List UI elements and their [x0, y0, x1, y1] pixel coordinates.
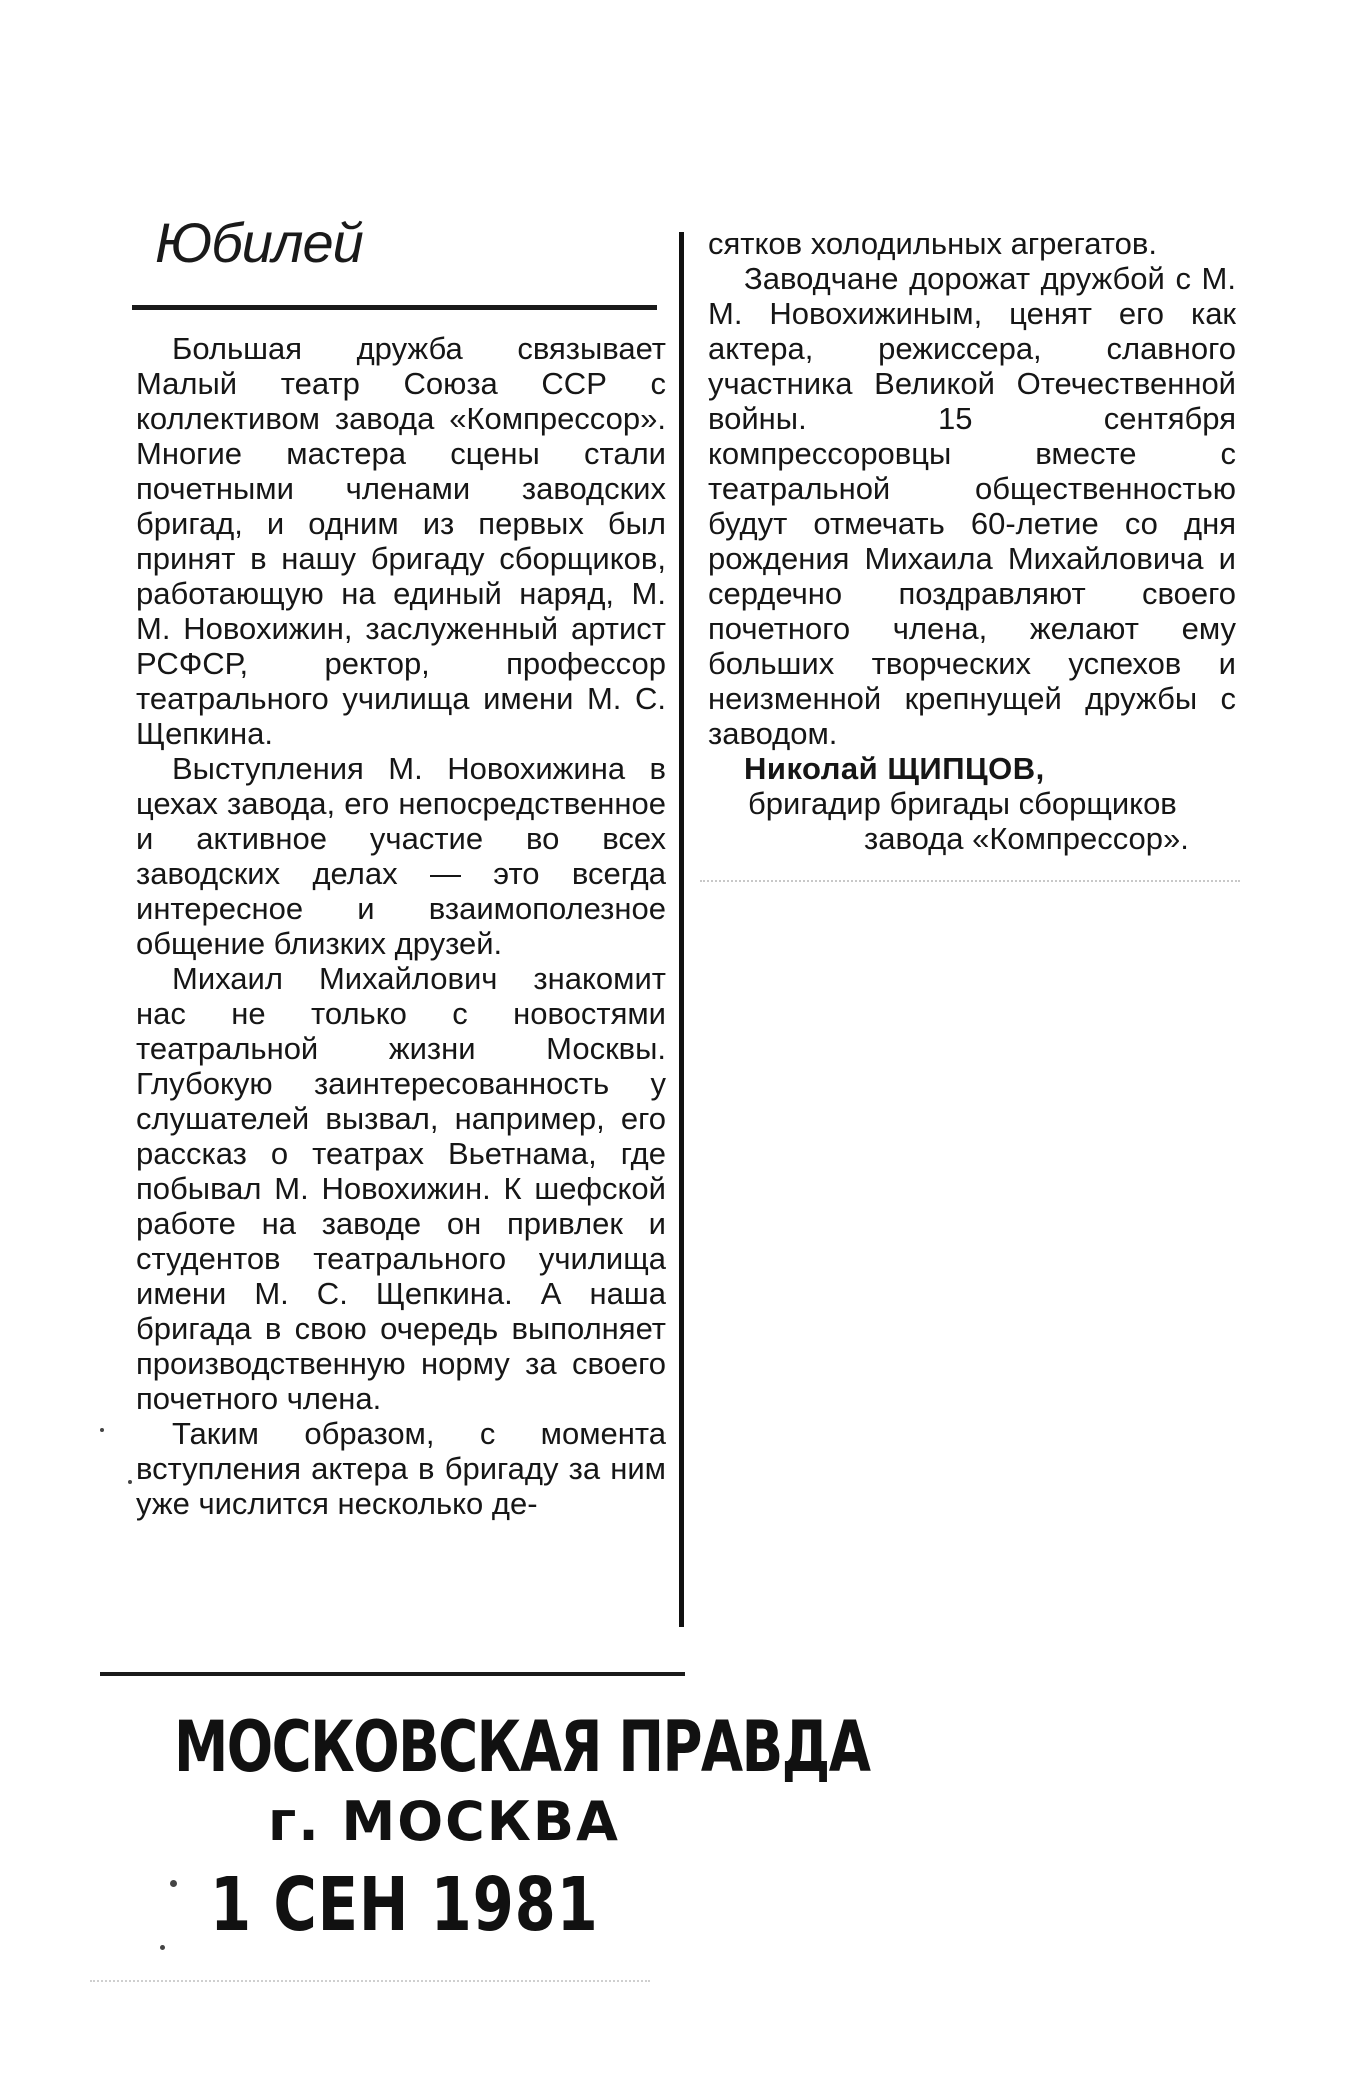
stamp-newspaper-name: МОСКОВСКАЯ ПРАВДА	[174, 1706, 870, 1788]
author-name: Николай ЩИПЦОВ,	[744, 751, 1045, 786]
paragraph-1: Большая дружба связывает Малый театр Союза ССР с коллективом завода «Компрессор». Многие мастера сцены стали почетными членами заводских бригад, и одним из первых был принят в нашу бригаду сборщиков, работающую на единый наряд, М. М. Новохижин, заслуженный артист РСФСР, ректор, профессор театрального училища имени М. С. Щепкина.	[136, 331, 666, 751]
paragraph-2: Выступления М. Новохижина в цехах завода, его непосредственное и активное участие во всех заводских делах — это всегда интересное и взаимополезное общение близких друзей.	[136, 751, 666, 961]
bottom-rule	[100, 1672, 685, 1676]
library-date-stamp	[140, 1690, 870, 1950]
stamp-date: 1 СЕН 1981	[210, 1862, 599, 1948]
stamp-city: г. МОСКВА	[268, 1790, 620, 1853]
clipping-cut-line	[700, 880, 1240, 882]
paragraph-5: Заводчане дорожат дружбой с М. М. Новохижиным, ценят его как актера, режиссера, славного участника Великой Отечественной войны. 15 сентября компрессоровцы вместе с театральной общественностью будут отмечать 60-летие со дня рождения Михаила Михайловича и сердечно поздравляют своего почетного члена, желают ему больших творческих успехов и неизменной крепнущей дружбы с заводом.	[708, 261, 1236, 751]
print-speck	[100, 1428, 104, 1432]
article-left-column	[136, 331, 666, 1521]
title-underline	[132, 305, 657, 310]
paragraph-4-continuation: сятков холодильных агрегатов.	[708, 226, 1157, 261]
author-role: бригадир бригады сборщиков	[748, 786, 1177, 821]
column-divider	[679, 232, 684, 1627]
paragraph-4: Таким образом, с момента вступления актера в бригаду за ним уже числится несколько де-	[136, 1416, 666, 1521]
print-speck	[170, 1880, 177, 1887]
print-speck	[128, 1480, 132, 1484]
stamp-cut-line	[90, 1980, 650, 1982]
author-organization: завода «Компрессор».	[864, 821, 1189, 856]
article-title: Юбилей	[155, 211, 363, 274]
article-right-column	[708, 226, 1236, 856]
print-speck	[160, 1945, 165, 1950]
paragraph-3: Михаил Михайлович знакомит нас не только с новостями театральной жизни Москвы. Глубокую заинтересованность у слушателей вызвал, например, его рассказ о театрах Вьетнама, где побывал М. Новохижин. К шефской работе на заводе он привлек и студентов театрального училища имени М. С. Щепкина. А наша бригада в свою очередь выполняет производственную норму за своего почетного члена.	[136, 961, 666, 1416]
